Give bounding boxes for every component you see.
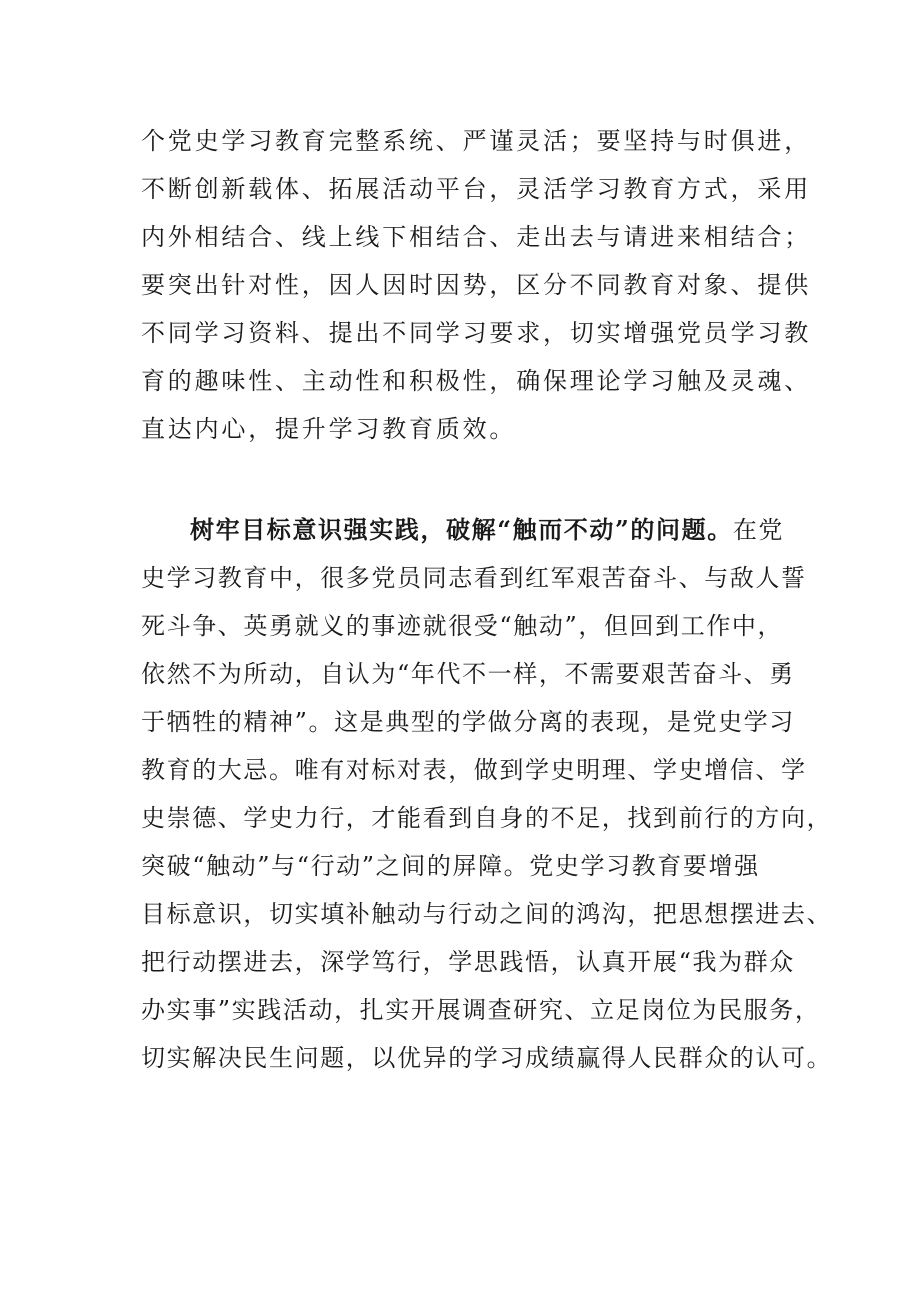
paragraph-first-line — [141, 506, 801, 554]
text-line: 史崇德、学史力行，才能看到自身的不足，找到前行的方向， — [141, 804, 833, 832]
text-line: 目标意识，切实填补触动与行动之间的鸿沟，把思想摆进去、 — [141, 900, 833, 928]
text-line: 办实事”实践活动，扎实开展调查研究、立足岗位为民服务， — [141, 996, 821, 1024]
text-line: 教育的大忌。唯有对标对表，做到学史明理、学史增信、学 — [141, 756, 807, 784]
text-line: 依然不为所动，自认为“年代不一样，不需要艰苦奋斗、勇 — [141, 660, 795, 688]
text-line: 史学习教育中，很多党员同志看到红军艰苦奋斗、与敌人誓 — [141, 564, 807, 592]
text-line: 把行动摆进去，深学笃行，学思践悟，认真开展“我为群众 — [141, 948, 795, 976]
text-line: 个党史学习教育完整系统、严谨灵活；要坚持与时俱进， — [141, 127, 811, 155]
text-line: 死斗争、英勇就义的事迹就很受“触动”，但回到工作中， — [141, 612, 784, 640]
text-line: 内外相结合、线上线下相结合、走出去与请进来相结合； — [141, 223, 811, 251]
text-line: 直达内心，提升学习教育质效。 — [141, 415, 517, 443]
text-line: 不同学习资料、提出不同学习要求，切实增强党员学习教 — [141, 319, 811, 347]
paragraph-heading: 树牢目标意识强实践，破解“触而不动”的问题。 — [190, 515, 733, 544]
text-line: 突破“触动”与“行动”之间的屏障。党史学习教育要增强 — [141, 852, 760, 880]
first-line-text: 在党 — [732, 516, 785, 544]
text-line: 育的趣味性、主动性和积极性，确保理论学习触及灵魂、 — [141, 367, 811, 395]
text-line: 不断创新载体、拓展活动平台，灵活学习教育方式，采用 — [141, 175, 811, 203]
paragraph-continuation — [141, 117, 811, 453]
paragraph-target-awareness — [141, 506, 833, 1082]
text-line: 要突出针对性，因人因时因势，区分不同教育对象、提供 — [141, 271, 811, 299]
text-line: 切实解决民生问题，以优异的学习成绩赢得人民群众的认可。 — [141, 1044, 833, 1072]
text-line: 于牺牲的精神”。这是典型的学做分离的表现，是党史学习 — [141, 708, 795, 736]
